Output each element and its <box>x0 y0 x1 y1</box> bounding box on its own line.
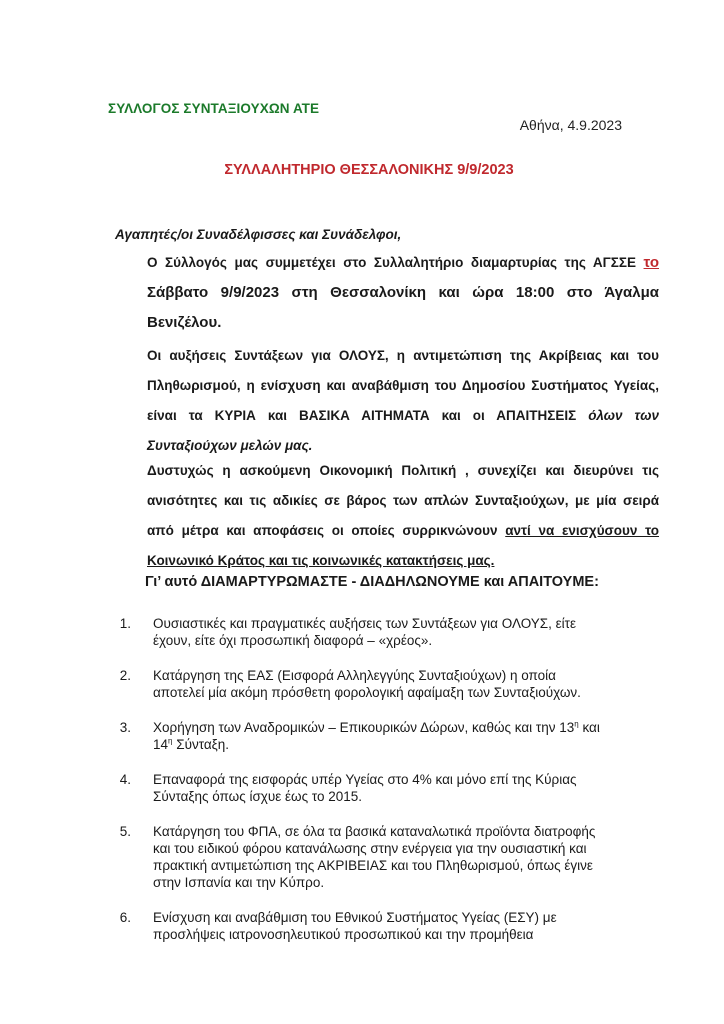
document-title: ΣΥΛΛΑΛΗΤΗΡΙΟ ΘΕΣΣΑΛΟΝΙΚΗΣ 9/9/2023 <box>224 162 514 178</box>
paragraph-participation <box>103 248 659 338</box>
paragraph-demands-summary <box>103 341 659 461</box>
paragraph-participation-text-c: Σάββατο 9/9/2023 στη Θεσσαλονίκη και ώρα 18:00 στο Άγαλμα Βενιζέλου. <box>147 284 659 331</box>
list-item-text: Ουσιαστικές και πραγματικές αυξήσεις των Συντάξεων για ΟΛΟΥΣ, είτε έχουν, είτε όχι προσωπική διαφορά – «χρέος». <box>153 616 576 648</box>
demands-list <box>111 615 611 961</box>
list-item-number: 1. <box>119 616 131 631</box>
list-item-text <box>143 719 611 753</box>
superscript-eta: η <box>574 719 579 729</box>
list-item-text-b: και 14 <box>153 720 600 752</box>
paragraph-economic-policy <box>103 456 659 576</box>
list-item <box>111 615 611 649</box>
list-item <box>111 909 611 943</box>
date-line: Αθήνα, 4.9.2023 <box>519 117 622 133</box>
list-item-text-a: Χορήγηση των Αναδρομικών – Επικουρικών Δώρων, καθώς και την 13 <box>153 720 575 735</box>
superscript-eta: η <box>168 736 173 746</box>
demands-heading: Γι’ αυτό ΔΙΑΜΑΡΤΥΡΩΜΑΣΤΕ - ΔΙΑΔΗΛΩΝΟΥΜΕ και ΑΠΑΙΤΟΥΜΕ: <box>145 574 599 590</box>
list-item <box>111 771 611 805</box>
list-item-text: Επαναφορά της εισφοράς υπέρ Υγείας στο 4% και μόνο επί της Κύριας Σύνταξης όπως ίσχυε έως το 2015. <box>153 772 577 804</box>
list-item-number: 4. <box>119 772 131 787</box>
list-item-number: 5. <box>119 824 131 839</box>
organization-name: ΣΥΛΛΟΓΟΣ ΣΥΝΤΑΞΙΟΥΧΩΝ ΑΤΕ <box>108 101 320 116</box>
list-item-number: 6. <box>119 910 131 925</box>
list-item <box>111 719 611 753</box>
paragraph-participation-underlined: το <box>643 254 659 271</box>
paragraph-economic-policy-underlined: αντί να ενισχύσουν το Κοινωνικό Κράτος και τις κοινωνικές κατακτήσεις μας. <box>147 523 659 568</box>
paragraph-demands-summary-text-a: Οι αυξήσεις Συντάξεων για ΟΛΟΥΣ, η αντιμετώπιση της Ακρίβειας και του Πληθωρισμού, η ενίσχυση και αναβάθμιση του Δημοσίου Συστήματος Υγείας, είναι τα ΚΥΡΙΑ και ΒΑΣΙΚΑ ΑΙΤΗΜΑΤΑ και οι ΑΠΑΙΤΗΣΕΙΣ <box>147 348 659 423</box>
list-item-text: Κατάργηση του ΦΠΑ, σε όλα τα βασικά καταναλωτικά προϊόντα διατροφής και του ειδικού φόρου κατανάλωσης στην ενέργεια για την ουσιαστική και πρακτική αντιμετώπιση της ΑΚΡΙΒΕΙΑΣ και του Πληθωρισμού, όπως έγινε στην Ισπανία και την Κύπρο. <box>153 824 596 890</box>
list-item-number: 3. <box>119 720 131 735</box>
paragraph-economic-policy-text-a: Δυστυχώς η ασκούμενη Οικονομική Πολιτική , συνεχίζει και διευρύνει τις ανισότητες και τις αδικίες σε βάρος των απλών Συνταξιούχων, με μία σειρά από μέτρα και αποφάσεις οι οποίες συρρικνώνουν <box>147 463 659 538</box>
salutation: Αγαπητές/οι Συναδέλφισσες και Συνάδελφοι, <box>115 227 402 242</box>
list-item-number: 2. <box>119 668 131 683</box>
paragraph-demands-summary-text-b: όλων των Συνταξιούχων μελών μας. <box>147 408 659 453</box>
list-item <box>111 823 611 891</box>
list-item-text: Ενίσχυση και αναβάθμιση του Εθνικού Συστήματος Υγείας (ΕΣΥ) με προσλήψεις ιατρονοσηλευτικού προσωπικού και την προμήθεια <box>153 910 557 942</box>
list-item <box>111 667 611 701</box>
paragraph-participation-text-a: Ο Σύλλογός μας συμμετέχει στο Συλλαλητήριο διαμαρτυρίας της ΑΓΣΣΕ <box>147 255 644 270</box>
list-item-text-c: Σύνταξη. <box>172 737 229 752</box>
list-item-text: Κατάργηση της ΕΑΣ (Εισφορά Αλληλεγγύης Συνταξιούχων) η οποία αποτελεί μία ακόμη πρόσθετη φορολογική αφαίμαξη των Συνταξιούχων. <box>153 668 581 700</box>
